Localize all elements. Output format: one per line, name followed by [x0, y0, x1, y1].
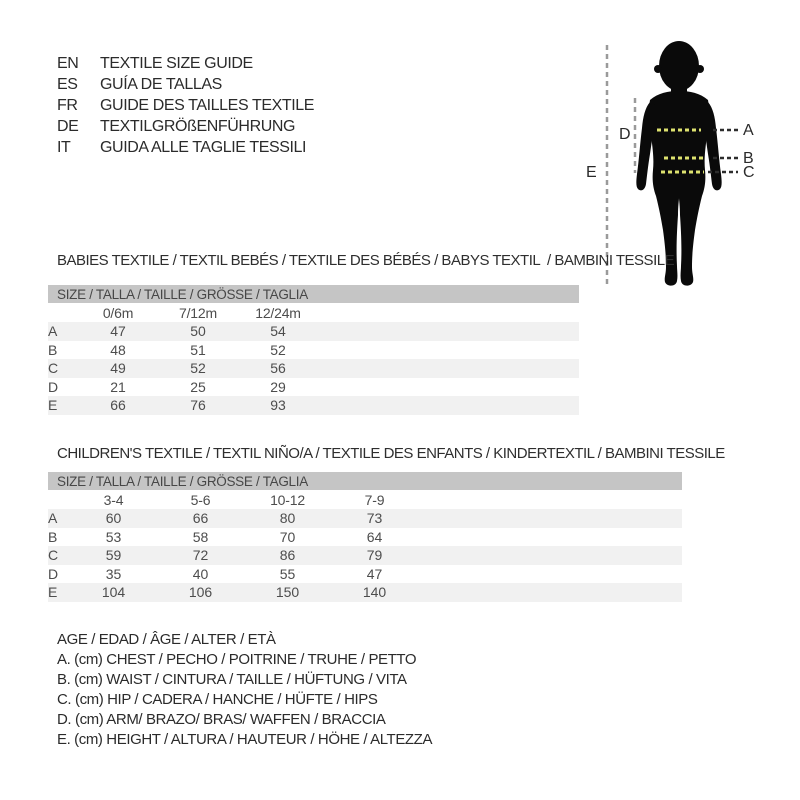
column-header: 5-6 — [190, 491, 211, 508]
column-header: 3-4 — [103, 491, 124, 508]
table-row — [48, 565, 682, 584]
row-label: B — [48, 528, 58, 545]
size-header-label: SIZE / TALLA / TAILLE / GRÖSSE / TAGLIA — [48, 472, 682, 490]
cell-value: 47 — [110, 323, 126, 340]
cell-value: 59 — [105, 547, 122, 564]
cell-value: 40 — [192, 565, 209, 582]
children-size-table — [48, 472, 682, 602]
table-row — [48, 341, 579, 360]
row-label: D — [48, 565, 59, 582]
legend-line-arm: D. (cm) ARM/ BRAZO/ BRAS/ WAFFEN / BRACCIA — [57, 711, 386, 728]
table-header-bar — [48, 472, 682, 490]
row-label: A — [48, 323, 58, 340]
child-body-shape — [636, 41, 721, 286]
column-header: 10-12 — [270, 491, 305, 508]
language-code: DE — [57, 117, 79, 135]
cell-value: 52 — [190, 360, 206, 377]
cell-value: 93 — [270, 397, 286, 414]
table-row — [48, 509, 682, 528]
cell-value: 86 — [279, 547, 296, 564]
column-header-row — [48, 303, 579, 322]
section-title-babies: BABIES TEXTILE / TEXTIL BEBÉS / TEXTILE DES BÉBÉS / BABYS TEXTIL / BAMBINI TESSILE — [57, 252, 675, 269]
table-row — [48, 546, 682, 565]
language-row-it — [57, 137, 314, 158]
cell-value: 70 — [279, 528, 296, 545]
language-title: GUÍA DE TALLAS — [100, 75, 222, 93]
cell-value: 52 — [270, 341, 286, 358]
cell-value: 51 — [190, 341, 206, 358]
language-row-es — [57, 74, 314, 95]
cell-value: 47 — [366, 565, 383, 582]
legend-line-hip: C. (cm) HIP / CADERA / HANCHE / HÜFTE / HIPS — [57, 691, 378, 708]
language-title: TEXTILGRÖßENFÜHRUNG — [100, 117, 296, 135]
row-label: E — [48, 584, 58, 601]
language-code: IT — [57, 138, 71, 156]
cell-value: 60 — [105, 510, 122, 527]
cell-value: 55 — [279, 565, 296, 582]
figure-label-height: E — [586, 164, 597, 181]
row-label: C — [48, 547, 59, 564]
cell-value: 21 — [110, 378, 126, 395]
legend-line-age: AGE / EDAD / ÂGE / ALTER / ETÀ — [57, 631, 276, 648]
cell-value: 35 — [105, 565, 122, 582]
language-title: GUIDE DES TAILLES TEXTILE — [100, 96, 315, 114]
cell-value: 76 — [190, 397, 206, 414]
legend-line-waist: B. (cm) WAIST / CINTURA / TAILLE / HÜFTUNG / VITA — [57, 671, 407, 688]
cell-value: 66 — [192, 510, 209, 527]
row-label: B — [48, 341, 58, 358]
section-title-children: CHILDREN'S TEXTILE / TEXTIL NIÑO/A / TEXTILE DES ENFANTS / KINDERTEXTIL / BAMBINI TESSILE — [57, 445, 725, 462]
language-title: TEXTILE SIZE GUIDE — [100, 54, 253, 72]
row-label: C — [48, 360, 59, 377]
table-row — [48, 378, 579, 397]
figure-label-chest: A — [743, 122, 754, 139]
language-code: FR — [57, 96, 78, 114]
column-header: 7/12m — [179, 304, 217, 321]
cell-value: 50 — [190, 323, 206, 340]
cell-value: 66 — [110, 397, 126, 414]
cell-value: 49 — [110, 360, 126, 377]
cell-value: 56 — [270, 360, 286, 377]
row-label: A — [48, 510, 58, 527]
column-header: 12/24m — [255, 304, 301, 321]
language-row-de — [57, 116, 314, 137]
cell-value: 104 — [101, 584, 126, 601]
table-row — [48, 359, 579, 378]
cell-value: 79 — [366, 547, 383, 564]
legend-line-height: E. (cm) HEIGHT / ALTURA / HAUTEUR / HÖHE / ALTEZZA — [57, 731, 433, 748]
cell-value: 72 — [192, 547, 209, 564]
cell-value: 25 — [190, 378, 206, 395]
cell-value: 64 — [366, 528, 383, 545]
row-label: E — [48, 397, 58, 414]
cell-value: 150 — [275, 584, 300, 601]
table-header-bar — [48, 285, 579, 303]
cell-value: 106 — [188, 584, 213, 601]
cell-value: 48 — [110, 341, 126, 358]
language-row-en — [57, 53, 314, 74]
table-row — [48, 528, 682, 547]
cell-value: 53 — [105, 528, 122, 545]
cell-value: 54 — [270, 323, 286, 340]
table-row — [48, 396, 579, 415]
language-code: EN — [57, 54, 79, 72]
figure-label-arm: D — [619, 126, 631, 143]
table-row — [48, 583, 682, 602]
language-code: ES — [57, 75, 78, 93]
size-header-label: SIZE / TALLA / TAILLE / GRÖSSE / TAGLIA — [48, 285, 579, 303]
cell-value: 58 — [192, 528, 209, 545]
legend-line-chest: A. (cm) CHEST / PECHO / POITRINE / TRUHE / PETTO — [57, 651, 417, 668]
language-list — [57, 53, 314, 158]
figure-label-waist: B — [743, 150, 754, 167]
babies-size-table — [48, 285, 579, 415]
cell-value: 80 — [279, 510, 296, 527]
figure-label-hip: C — [743, 164, 755, 181]
language-title: GUIDA ALLE TAGLIE TESSILI — [100, 138, 307, 156]
cell-value: 73 — [366, 510, 383, 527]
cell-value: 29 — [270, 378, 286, 395]
column-header: 7-9 — [364, 491, 385, 508]
column-header: 0/6m — [102, 304, 134, 321]
measurement-legend — [57, 631, 432, 751]
language-row-fr — [57, 95, 314, 116]
column-header-row — [48, 490, 682, 509]
cell-value: 140 — [362, 584, 387, 601]
table-row — [48, 322, 579, 341]
row-label: D — [48, 378, 59, 395]
